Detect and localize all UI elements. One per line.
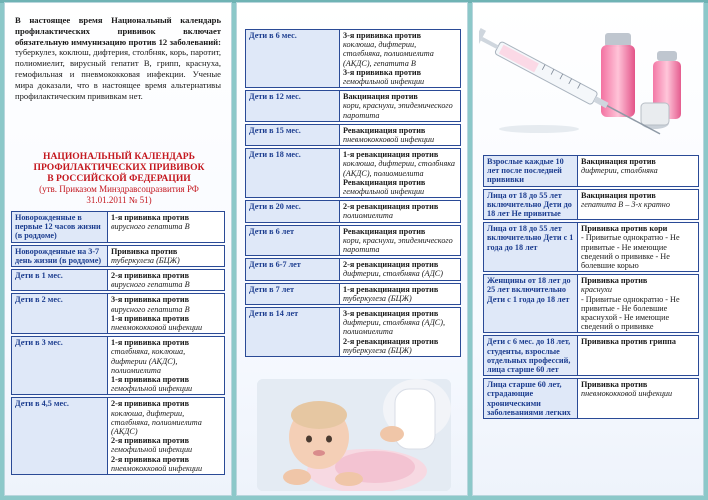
- vaccine-detail: коклюша, дифтерии, столбняка, полиомиелита (АКДС), гепатита В: [343, 40, 434, 68]
- schedule-table-2: [245, 27, 461, 359]
- vaccine-detail: дифтерии, столбняка (АДС), полиомиелита: [343, 318, 446, 337]
- vaccine-detail: - Привитые однократно - Не привитые - Не болевшие краснухой - Не имеющие сведений о прививке: [581, 294, 680, 332]
- calendar-title-line: ПРОФИЛАКТИЧЕСКИХ ПРИВИВОК: [33, 162, 205, 173]
- calendar-subtitle-line: 31.01.2011 № 51): [86, 195, 152, 205]
- age-cell: Дети в 2 мес.: [11, 293, 107, 334]
- age-cell: Лица от 18 до 55 лет включительно Дети с 1 года до 18 лет: [483, 222, 577, 272]
- age-cell: Женщины от 18 лет до 25 лет включительно Дети с 1 года до 18 лет: [483, 274, 577, 333]
- vaccine-name: 1-я прививка против: [111, 313, 189, 323]
- vaccine-cell: [339, 29, 461, 88]
- age-cell: Дети в 18 мес.: [245, 148, 339, 198]
- vaccine-detail: полиомиелита: [343, 211, 393, 221]
- vaccine-name: Вакцинация против: [343, 92, 418, 102]
- schedule-table-1: [11, 209, 225, 477]
- vaccine-name: Прививка против гриппа: [581, 337, 676, 347]
- intro-text: [15, 15, 221, 101]
- vaccine-name: 1-я ревакцинация против: [343, 150, 439, 160]
- vaccine-name: Ревакцинация против: [343, 177, 426, 187]
- vaccine-photo: [479, 11, 699, 147]
- vaccine-name: Прививка против: [581, 380, 648, 390]
- age-cell: Дети с 6 мес. до 18 лет, студенты, взрослые отдельных профессий, лица старше 60 лет: [483, 335, 577, 376]
- age-cell: Дети в 6-7 лет: [245, 258, 339, 280]
- age-cell: Дети в 12 мес.: [245, 90, 339, 122]
- vaccine-cell: [339, 200, 461, 222]
- vaccine-cell: [107, 211, 225, 243]
- vaccine-name: 2-я прививка против: [111, 436, 189, 446]
- vaccine-name: 2-я ревакцинация против: [343, 336, 439, 346]
- table-row: [483, 378, 699, 419]
- vaccine-name: Вакцинация против: [581, 190, 656, 200]
- vaccine-detail: гемофильной инфекции: [111, 445, 193, 455]
- age-cell: Дети в 15 мес.: [245, 124, 339, 146]
- age-cell: Лица от 18 до 55 лет включительно Дети до 18 лет Не привитые: [483, 189, 577, 221]
- table-row: [245, 148, 461, 198]
- vaccine-name: 3-я прививка против: [343, 67, 421, 77]
- table-row: [11, 397, 225, 475]
- vaccine-name: Прививка против кори: [581, 224, 668, 234]
- vaccine-detail: гемофильной инфекции: [111, 384, 193, 394]
- vaccine-detail: вирусного гепатита В: [111, 304, 190, 314]
- table-row: [245, 283, 461, 305]
- vaccine-cell: [107, 336, 225, 395]
- vaccine-name: 2-я ревакцинация против: [343, 202, 439, 212]
- vaccine-detail: краснухи: [581, 285, 612, 295]
- age-cell: Дети в 6 мес.: [245, 29, 339, 88]
- vaccine-detail: туберкулеза (БЦЖ): [111, 255, 180, 265]
- vaccine-name: 3-я прививка против: [343, 31, 421, 40]
- table-row: [245, 90, 461, 122]
- vaccine-cell: [107, 293, 225, 334]
- table-row: [11, 245, 225, 267]
- age-cell: Взрослые каждые 10 лет после последней прививки: [483, 155, 577, 187]
- table-row: [245, 124, 461, 146]
- vaccine-cell: [577, 274, 699, 333]
- intro-lead: В настоящее время Национальный календарь профилактических прививок включает обязательную иммунизацию против 12 заболеваний:: [15, 15, 221, 47]
- vaccine-name: Вакцинация против: [581, 157, 656, 166]
- baby-illustration: [257, 379, 451, 491]
- vaccine-name: 2-я ревакцинация против: [343, 260, 439, 270]
- panel-right: [472, 2, 704, 496]
- vaccine-name: 1-я прививка против: [111, 213, 189, 222]
- syringe-vials-illustration: [479, 11, 699, 147]
- vaccine-name: Прививка против: [581, 276, 648, 286]
- table-row: [245, 29, 461, 88]
- age-cell: Дети в 1 мес.: [11, 269, 107, 291]
- baby-photo: [257, 379, 451, 491]
- vaccine-name: 1-я прививка против: [111, 375, 189, 385]
- age-cell: Дети в 3 мес.: [11, 336, 107, 395]
- panel-left: [4, 2, 232, 496]
- table-row: [483, 222, 699, 272]
- vaccine-detail: коклюша, дифтерии, столбняка, полиомиелита (АКДС): [111, 408, 202, 437]
- vaccine-name: Ревакцинация против: [343, 125, 426, 135]
- vaccine-cell: [107, 245, 225, 267]
- vaccine-cell: [577, 222, 699, 272]
- table-row: [11, 211, 225, 243]
- vaccine-name: 2-я прививка против: [111, 399, 189, 409]
- table-row: [245, 258, 461, 280]
- calendar-subtitle-line: (утв. Приказом Минздравсоцразвития РФ: [39, 184, 199, 194]
- vaccine-cell: [339, 225, 461, 257]
- panel-middle: [236, 2, 468, 496]
- calendar-title: [11, 151, 227, 184]
- vaccine-detail: дифтерии, столбняка (АДС): [343, 269, 443, 279]
- vaccine-detail: пневмококковой инфекции: [343, 135, 435, 145]
- vaccine-detail: пневмококковой инфекции: [581, 389, 673, 399]
- age-cell: Дети в 20 мес.: [245, 200, 339, 222]
- vaccine-cell: [339, 283, 461, 305]
- vaccine-name: Ревакцинация против: [343, 226, 426, 236]
- table-row: [483, 155, 699, 187]
- vaccine-detail: туберкулеза (БЦЖ): [343, 293, 412, 303]
- age-cell: Новорожденные в первые 12 часов жизни (в роддоме): [11, 211, 107, 243]
- vaccine-cell: [577, 378, 699, 419]
- vaccine-detail: пневмококковой инфекции: [111, 463, 203, 473]
- vaccine-name: 2-я прививка против: [111, 271, 189, 281]
- vaccine-cell: [577, 335, 699, 376]
- vaccine-cell: [339, 258, 461, 280]
- vaccine-cell: [339, 307, 461, 357]
- table-row: [245, 225, 461, 257]
- age-cell: Дети в 4,5 мес.: [11, 397, 107, 475]
- age-cell: Дети в 7 лет: [245, 283, 339, 305]
- table-row: [11, 293, 225, 334]
- table-row: [483, 335, 699, 376]
- vaccine-name: 1-я ревакцинация против: [343, 284, 439, 294]
- table-row: [11, 269, 225, 291]
- vaccine-name: 3-я прививка против: [111, 295, 189, 305]
- vaccine-cell: [339, 148, 461, 198]
- vaccine-cell: [577, 189, 699, 221]
- vaccine-detail: кори, краснухи, эпидемического паротита: [343, 101, 453, 120]
- vaccine-name: 3-я ревакцинация против: [343, 309, 439, 319]
- vaccine-detail: гепатита В – 3-х кратно: [581, 199, 670, 209]
- vaccine-name: 1-я прививка против: [111, 338, 189, 348]
- vaccine-detail: столбняка, коклюша, дифтерии (АКДС), полиомиелита: [111, 347, 186, 375]
- age-cell: Новорожденные на 3-7 день жизни (в роддоме): [11, 245, 107, 267]
- vaccine-detail: вирусного гепатита В: [111, 280, 190, 290]
- table-row: [245, 200, 461, 222]
- vaccine-detail: гемофильной инфекции: [343, 187, 425, 197]
- table-row: [483, 274, 699, 333]
- vaccine-cell: [577, 155, 699, 187]
- vaccine-detail: гемофильной инфекции: [343, 77, 425, 87]
- vaccine-detail: - Привитые однократно - Не привитые - Не имеющие сведений о прививке - Не болевшие корью: [581, 233, 680, 271]
- vaccine-name: 2-я прививка против: [111, 454, 189, 464]
- calendar-subtitle: [11, 184, 227, 206]
- age-cell: Лица старше 60 лет, страдающие хроническими заболеваниями легких: [483, 378, 577, 419]
- vaccine-detail: коклюша, дифтерии, столбняка (АКДС), полиомиелита: [343, 159, 455, 178]
- vaccine-detail: дифтерии, столбняка: [581, 166, 658, 176]
- vaccine-cell: [107, 397, 225, 475]
- vaccine-detail: пневмококковой инфекции: [111, 323, 203, 333]
- calendar-title-line: В РОССИЙСКОЙ ФЕДЕРАЦИИ: [47, 173, 191, 184]
- vaccine-cell: [339, 124, 461, 146]
- vaccine-cell: [339, 90, 461, 122]
- table-row: [483, 189, 699, 221]
- vaccine-detail: туберкулеза (БЦЖ): [343, 345, 412, 355]
- table-row: [11, 336, 225, 395]
- vaccine-detail: кори, краснухи, эпидемического паротита: [343, 235, 453, 255]
- vaccine-cell: [107, 269, 225, 291]
- vaccine-name: Прививка против: [111, 246, 178, 256]
- intro-rest: туберкулез, коклюш, дифтерия, столбняк, корь, паротит, полиомиелит, вирусный гепатит В, грипп, краснуха, гемофильная и пневмококковая инфекции. Ученые мира доказали, что в настоящее время альтернативы профилактическим прививкам нет.: [15, 47, 221, 101]
- table-row: [245, 307, 461, 357]
- schedule-table-3: [483, 153, 699, 421]
- calendar-title-line: НАЦИОНАЛЬНЫЙ КАЛЕНДАРЬ: [42, 151, 196, 162]
- age-cell: Дети в 14 лет: [245, 307, 339, 357]
- age-cell: Дети в 6 лет: [245, 225, 339, 257]
- vaccine-detail: вирусного гепатита В: [111, 222, 190, 232]
